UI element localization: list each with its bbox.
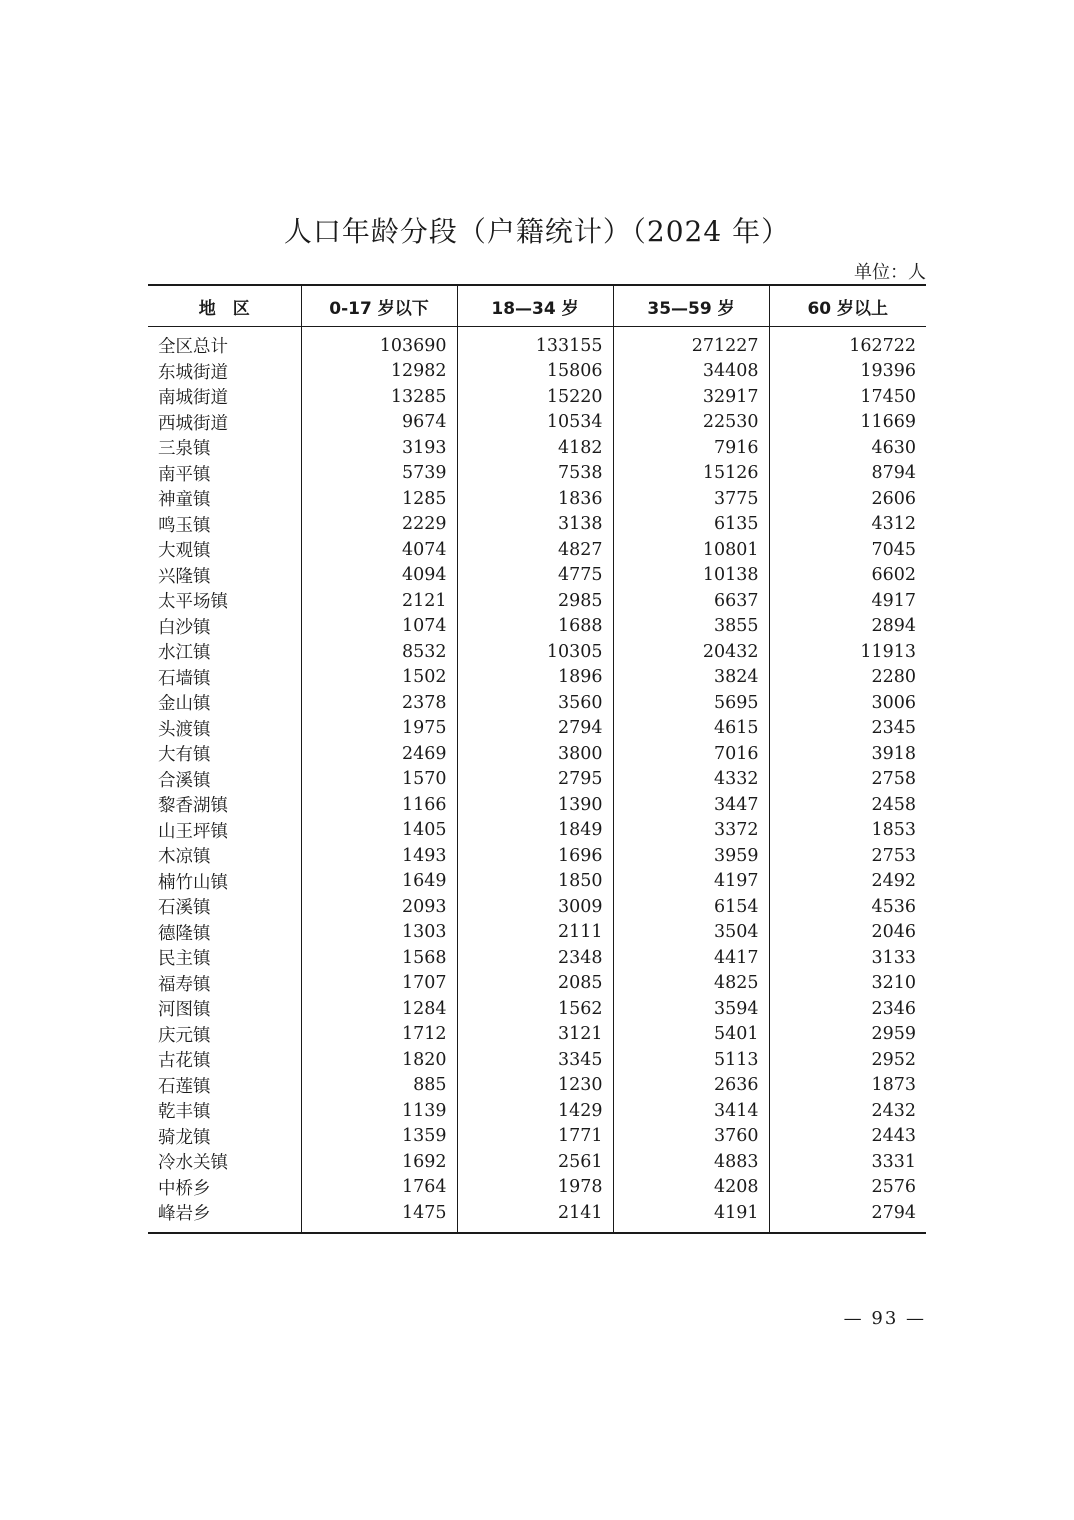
value-cell: 1692 bbox=[301, 1149, 457, 1175]
value-cell: 2443 bbox=[769, 1124, 926, 1150]
region-cell: 中桥乡 bbox=[158, 1178, 211, 1199]
value-cell: 1166 bbox=[301, 792, 457, 818]
value-cell: 4917 bbox=[769, 588, 926, 614]
value-cell: 5113 bbox=[613, 1047, 769, 1073]
value-cell: 1139 bbox=[301, 1098, 457, 1124]
value-cell: 1074 bbox=[301, 614, 457, 640]
value-cell: 1562 bbox=[457, 996, 613, 1022]
page-title: 人口年龄分段（户籍统计）（2024 年） bbox=[283, 215, 791, 248]
value-cell: 2121 bbox=[301, 588, 457, 614]
column-header-age-18-34: 18—34 岁 bbox=[457, 285, 613, 327]
region-cell: 木凉镇 bbox=[158, 847, 211, 868]
value-cell: 4074 bbox=[301, 537, 457, 563]
value-cell: 3009 bbox=[457, 894, 613, 920]
value-cell: 8794 bbox=[769, 461, 926, 487]
value-cell: 32917 bbox=[613, 384, 769, 410]
value-cell: 2046 bbox=[769, 920, 926, 946]
value-cell: 885 bbox=[301, 1073, 457, 1099]
table-row bbox=[148, 537, 926, 563]
value-cell: 5695 bbox=[613, 690, 769, 716]
region-cell: 三泉镇 bbox=[158, 439, 211, 460]
value-cell: 3006 bbox=[769, 690, 926, 716]
region-cell: 福寿镇 bbox=[158, 974, 211, 995]
region-cell: 乾丰镇 bbox=[158, 1102, 211, 1123]
value-cell: 13285 bbox=[301, 384, 457, 410]
value-cell: 17450 bbox=[769, 384, 926, 410]
table-row bbox=[148, 563, 926, 589]
table-row bbox=[148, 1022, 926, 1048]
value-cell: 20432 bbox=[613, 639, 769, 665]
value-cell: 4825 bbox=[613, 971, 769, 997]
value-cell: 1359 bbox=[301, 1124, 457, 1150]
value-cell: 1836 bbox=[457, 486, 613, 512]
value-cell: 1284 bbox=[301, 996, 457, 1022]
region-cell: 鸣玉镇 bbox=[158, 515, 211, 536]
value-cell: 1303 bbox=[301, 920, 457, 946]
value-cell: 1853 bbox=[769, 818, 926, 844]
table-row bbox=[148, 1098, 926, 1124]
value-cell: 2378 bbox=[301, 690, 457, 716]
value-cell: 8532 bbox=[301, 639, 457, 665]
value-cell: 3121 bbox=[457, 1022, 613, 1048]
value-cell: 15220 bbox=[457, 384, 613, 410]
value-cell: 2794 bbox=[457, 716, 613, 742]
value-cell: 3193 bbox=[301, 435, 457, 461]
column-header-age-0-17: 0-17 岁以下 bbox=[301, 285, 457, 327]
value-cell: 2141 bbox=[457, 1200, 613, 1233]
table-row bbox=[148, 1073, 926, 1099]
region-cell: 民主镇 bbox=[158, 949, 211, 970]
value-cell: 2894 bbox=[769, 614, 926, 640]
value-cell: 6637 bbox=[613, 588, 769, 614]
region-cell: 峰岩乡 bbox=[148, 1200, 301, 1233]
region-cell: 头渡镇 bbox=[158, 719, 211, 740]
value-cell: 1429 bbox=[457, 1098, 613, 1124]
region-cell: 石溪镇 bbox=[158, 898, 211, 919]
value-cell: 4332 bbox=[613, 767, 769, 793]
value-cell: 3855 bbox=[613, 614, 769, 640]
value-cell: 2229 bbox=[301, 512, 457, 538]
region-cell: 西城街道 bbox=[158, 413, 228, 434]
value-cell: 3594 bbox=[613, 996, 769, 1022]
value-cell: 6135 bbox=[613, 512, 769, 538]
value-cell: 10138 bbox=[613, 563, 769, 589]
value-cell: 1568 bbox=[301, 945, 457, 971]
value-cell: 6602 bbox=[769, 563, 926, 589]
value-cell: 271227 bbox=[613, 327, 769, 359]
value-cell: 11669 bbox=[769, 410, 926, 436]
value-cell: 2432 bbox=[769, 1098, 926, 1124]
value-cell: 1405 bbox=[301, 818, 457, 844]
value-cell: 4191 bbox=[613, 1200, 769, 1233]
region-cell: 石莲镇 bbox=[158, 1076, 211, 1097]
table-row bbox=[148, 945, 926, 971]
table-row bbox=[148, 741, 926, 767]
value-cell: 3824 bbox=[613, 665, 769, 691]
table-row bbox=[148, 1200, 926, 1233]
region-cell: 合溪镇 bbox=[158, 770, 211, 791]
value-cell: 2280 bbox=[769, 665, 926, 691]
value-cell: 4182 bbox=[457, 435, 613, 461]
region-cell: 水江镇 bbox=[158, 643, 211, 664]
table-row bbox=[148, 971, 926, 997]
value-cell: 5401 bbox=[613, 1022, 769, 1048]
value-cell: 1502 bbox=[301, 665, 457, 691]
region-cell: 白沙镇 bbox=[158, 617, 211, 638]
value-cell: 1975 bbox=[301, 716, 457, 742]
region-cell: 庆元镇 bbox=[158, 1025, 211, 1046]
table-body bbox=[148, 327, 926, 1233]
table-row bbox=[148, 384, 926, 410]
table-row bbox=[148, 512, 926, 538]
value-cell: 2959 bbox=[769, 1022, 926, 1048]
value-cell: 10305 bbox=[457, 639, 613, 665]
table-row bbox=[148, 1124, 926, 1150]
region-cell: 山王坪镇 bbox=[158, 821, 228, 842]
value-cell: 2636 bbox=[613, 1073, 769, 1099]
table-row bbox=[148, 690, 926, 716]
value-cell: 4630 bbox=[769, 435, 926, 461]
value-cell: 3918 bbox=[769, 741, 926, 767]
value-cell: 3447 bbox=[613, 792, 769, 818]
value-cell: 1896 bbox=[457, 665, 613, 691]
table-row bbox=[148, 410, 926, 436]
region-cell: 兴隆镇 bbox=[158, 566, 211, 587]
value-cell: 10801 bbox=[613, 537, 769, 563]
region-cell: 大有镇 bbox=[158, 745, 211, 766]
region-cell: 太平场镇 bbox=[158, 592, 228, 613]
region-cell: 古花镇 bbox=[158, 1051, 211, 1072]
value-cell: 1570 bbox=[301, 767, 457, 793]
region-cell: 楠竹山镇 bbox=[158, 872, 228, 893]
value-cell: 2561 bbox=[457, 1149, 613, 1175]
value-cell: 2758 bbox=[769, 767, 926, 793]
value-cell: 2606 bbox=[769, 486, 926, 512]
value-cell: 1696 bbox=[457, 843, 613, 869]
value-cell: 2985 bbox=[457, 588, 613, 614]
table-row bbox=[148, 1175, 926, 1201]
region-cell: 骑龙镇 bbox=[158, 1127, 211, 1148]
unit-label: 单位：人 bbox=[854, 262, 926, 283]
value-cell: 103690 bbox=[301, 327, 457, 359]
value-cell: 1285 bbox=[301, 486, 457, 512]
value-cell: 6154 bbox=[613, 894, 769, 920]
value-cell: 1849 bbox=[457, 818, 613, 844]
value-cell: 3760 bbox=[613, 1124, 769, 1150]
value-cell: 7538 bbox=[457, 461, 613, 487]
region-cell: 德隆镇 bbox=[158, 923, 211, 944]
region-cell: 南城街道 bbox=[158, 388, 228, 409]
value-cell: 2753 bbox=[769, 843, 926, 869]
region-cell: 南平镇 bbox=[158, 464, 211, 485]
value-cell: 3138 bbox=[457, 512, 613, 538]
region-cell: 东城街道 bbox=[158, 362, 228, 383]
region-cell: 黎香湖镇 bbox=[158, 796, 228, 817]
value-cell: 2345 bbox=[769, 716, 926, 742]
value-cell: 3331 bbox=[769, 1149, 926, 1175]
value-cell: 4312 bbox=[769, 512, 926, 538]
value-cell: 2085 bbox=[457, 971, 613, 997]
value-cell: 1820 bbox=[301, 1047, 457, 1073]
value-cell: 34408 bbox=[613, 359, 769, 385]
value-cell: 1649 bbox=[301, 869, 457, 895]
value-cell: 2346 bbox=[769, 996, 926, 1022]
value-cell: 1475 bbox=[301, 1200, 457, 1233]
column-header-age-60-plus: 60 岁以上 bbox=[769, 285, 926, 327]
value-cell: 162722 bbox=[769, 327, 926, 359]
value-cell: 4208 bbox=[613, 1175, 769, 1201]
value-cell: 1493 bbox=[301, 843, 457, 869]
value-cell: 4197 bbox=[613, 869, 769, 895]
table-row bbox=[148, 818, 926, 844]
value-cell: 3504 bbox=[613, 920, 769, 946]
value-cell: 4775 bbox=[457, 563, 613, 589]
table-row bbox=[148, 665, 926, 691]
table-row bbox=[148, 461, 926, 487]
value-cell: 2794 bbox=[769, 1200, 926, 1233]
population-table bbox=[148, 284, 926, 1234]
value-cell: 1390 bbox=[457, 792, 613, 818]
value-cell: 3560 bbox=[457, 690, 613, 716]
value-cell: 3345 bbox=[457, 1047, 613, 1073]
value-cell: 3800 bbox=[457, 741, 613, 767]
column-header-age-35-59: 35—59 岁 bbox=[613, 285, 769, 327]
value-cell: 3414 bbox=[613, 1098, 769, 1124]
table-row bbox=[148, 920, 926, 946]
value-cell: 1978 bbox=[457, 1175, 613, 1201]
value-cell: 4094 bbox=[301, 563, 457, 589]
value-cell: 1712 bbox=[301, 1022, 457, 1048]
value-cell: 1771 bbox=[457, 1124, 613, 1150]
value-cell: 15806 bbox=[457, 359, 613, 385]
table-row bbox=[148, 869, 926, 895]
value-cell: 7016 bbox=[613, 741, 769, 767]
region-cell: 金山镇 bbox=[158, 694, 211, 715]
value-cell: 7916 bbox=[613, 435, 769, 461]
value-cell: 19396 bbox=[769, 359, 926, 385]
value-cell: 10534 bbox=[457, 410, 613, 436]
value-cell: 1688 bbox=[457, 614, 613, 640]
value-cell: 1850 bbox=[457, 869, 613, 895]
value-cell: 2093 bbox=[301, 894, 457, 920]
value-cell: 11913 bbox=[769, 639, 926, 665]
value-cell: 2348 bbox=[457, 945, 613, 971]
value-cell: 9674 bbox=[301, 410, 457, 436]
value-cell: 1707 bbox=[301, 971, 457, 997]
value-cell: 5739 bbox=[301, 461, 457, 487]
table-row bbox=[148, 435, 926, 461]
table-row bbox=[148, 359, 926, 385]
column-header-region: 地 区 bbox=[148, 285, 301, 327]
value-cell: 2576 bbox=[769, 1175, 926, 1201]
value-cell: 4827 bbox=[457, 537, 613, 563]
value-cell: 3372 bbox=[613, 818, 769, 844]
table-row bbox=[148, 639, 926, 665]
value-cell: 1873 bbox=[769, 1073, 926, 1099]
value-cell: 12982 bbox=[301, 359, 457, 385]
value-cell: 133155 bbox=[457, 327, 613, 359]
region-cell: 河图镇 bbox=[158, 1000, 211, 1021]
table-row bbox=[148, 486, 926, 512]
region-cell: 全区总计 bbox=[158, 337, 228, 358]
value-cell: 7045 bbox=[769, 537, 926, 563]
table-header-row bbox=[148, 285, 926, 327]
value-cell: 4536 bbox=[769, 894, 926, 920]
table-row bbox=[148, 767, 926, 793]
page-number: — 93 — bbox=[843, 1308, 926, 1329]
table-row bbox=[148, 327, 926, 359]
value-cell: 2492 bbox=[769, 869, 926, 895]
value-cell: 22530 bbox=[613, 410, 769, 436]
table-row bbox=[148, 843, 926, 869]
table-row bbox=[148, 1047, 926, 1073]
value-cell: 2795 bbox=[457, 767, 613, 793]
value-cell: 3959 bbox=[613, 843, 769, 869]
table-row bbox=[148, 716, 926, 742]
region-cell: 神童镇 bbox=[158, 490, 211, 511]
table-row bbox=[148, 996, 926, 1022]
table-row bbox=[148, 792, 926, 818]
value-cell: 15126 bbox=[613, 461, 769, 487]
value-cell: 3133 bbox=[769, 945, 926, 971]
region-cell: 石墙镇 bbox=[158, 668, 211, 689]
value-cell: 2952 bbox=[769, 1047, 926, 1073]
value-cell: 2469 bbox=[301, 741, 457, 767]
value-cell: 3210 bbox=[769, 971, 926, 997]
value-cell: 3775 bbox=[613, 486, 769, 512]
table-row bbox=[148, 1149, 926, 1175]
value-cell: 4417 bbox=[613, 945, 769, 971]
value-cell: 2111 bbox=[457, 920, 613, 946]
table-row bbox=[148, 614, 926, 640]
table-row bbox=[148, 894, 926, 920]
region-cell: 大观镇 bbox=[158, 541, 211, 562]
value-cell: 4615 bbox=[613, 716, 769, 742]
value-cell: 2458 bbox=[769, 792, 926, 818]
value-cell: 1230 bbox=[457, 1073, 613, 1099]
value-cell: 4883 bbox=[613, 1149, 769, 1175]
table-row bbox=[148, 588, 926, 614]
region-cell: 冷水关镇 bbox=[158, 1153, 228, 1174]
value-cell: 1764 bbox=[301, 1175, 457, 1201]
